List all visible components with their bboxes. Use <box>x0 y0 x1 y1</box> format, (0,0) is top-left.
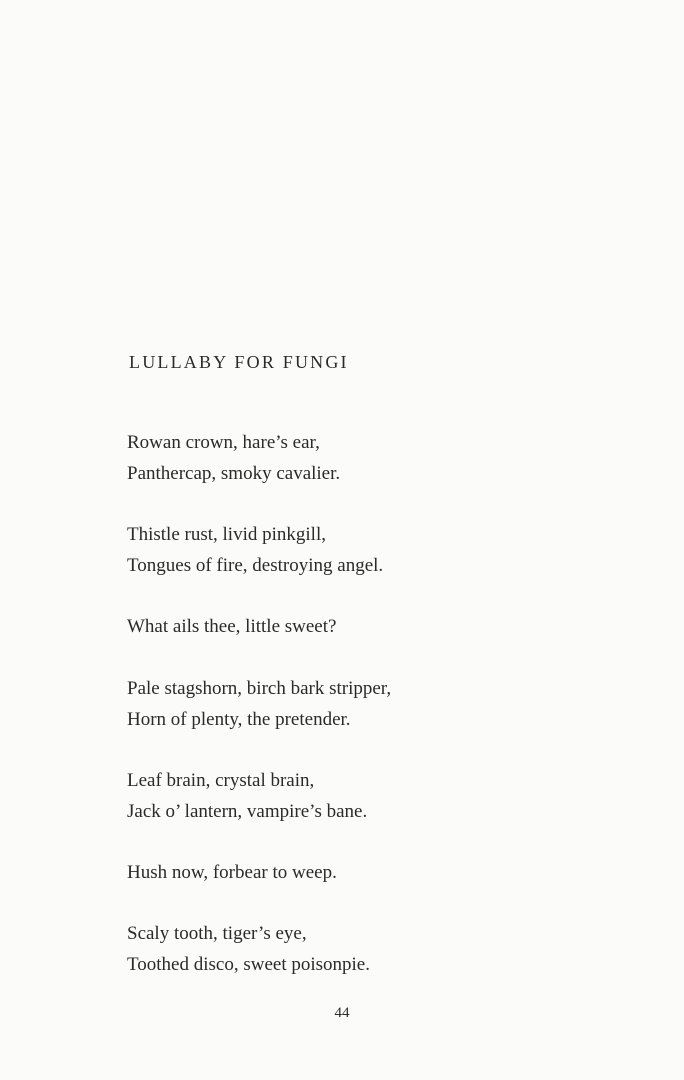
page-number: 44 <box>334 1005 350 1021</box>
poem-line: Toothed disco, sweet poisonpie. <box>127 954 370 975</box>
poem-line: Hush now, forbear to weep. <box>127 862 337 883</box>
stanza-6 <box>127 857 337 888</box>
poem-line: Jack o’ lantern, vampire’s bane. <box>127 801 368 822</box>
poem-line: Panthercap, smoky cavalier. <box>127 463 341 484</box>
stanza-2 <box>127 519 383 581</box>
stanza-7 <box>127 918 370 980</box>
poem-title: LULLABY FOR FUNGI <box>129 352 349 372</box>
stanza-1 <box>127 427 340 489</box>
stanza-3 <box>127 611 336 642</box>
poem-line: Horn of plenty, the pretender. <box>127 709 351 730</box>
poem-line: Leaf brain, crystal brain, <box>127 770 315 791</box>
stanza-4 <box>127 673 391 735</box>
poem-line: Scaly tooth, tiger’s eye, <box>127 923 307 944</box>
poem-line: What ails thee, little sweet? <box>127 616 337 637</box>
poem-line: Thistle rust, livid pinkgill, <box>127 524 326 545</box>
poem-line: Tongues of fire, destroying angel. <box>127 555 384 576</box>
stanza-5 <box>127 765 367 827</box>
poem-line: Rowan crown, hare’s ear, <box>127 432 320 453</box>
poem-line: Pale stagshorn, birch bark stripper, <box>127 678 392 699</box>
